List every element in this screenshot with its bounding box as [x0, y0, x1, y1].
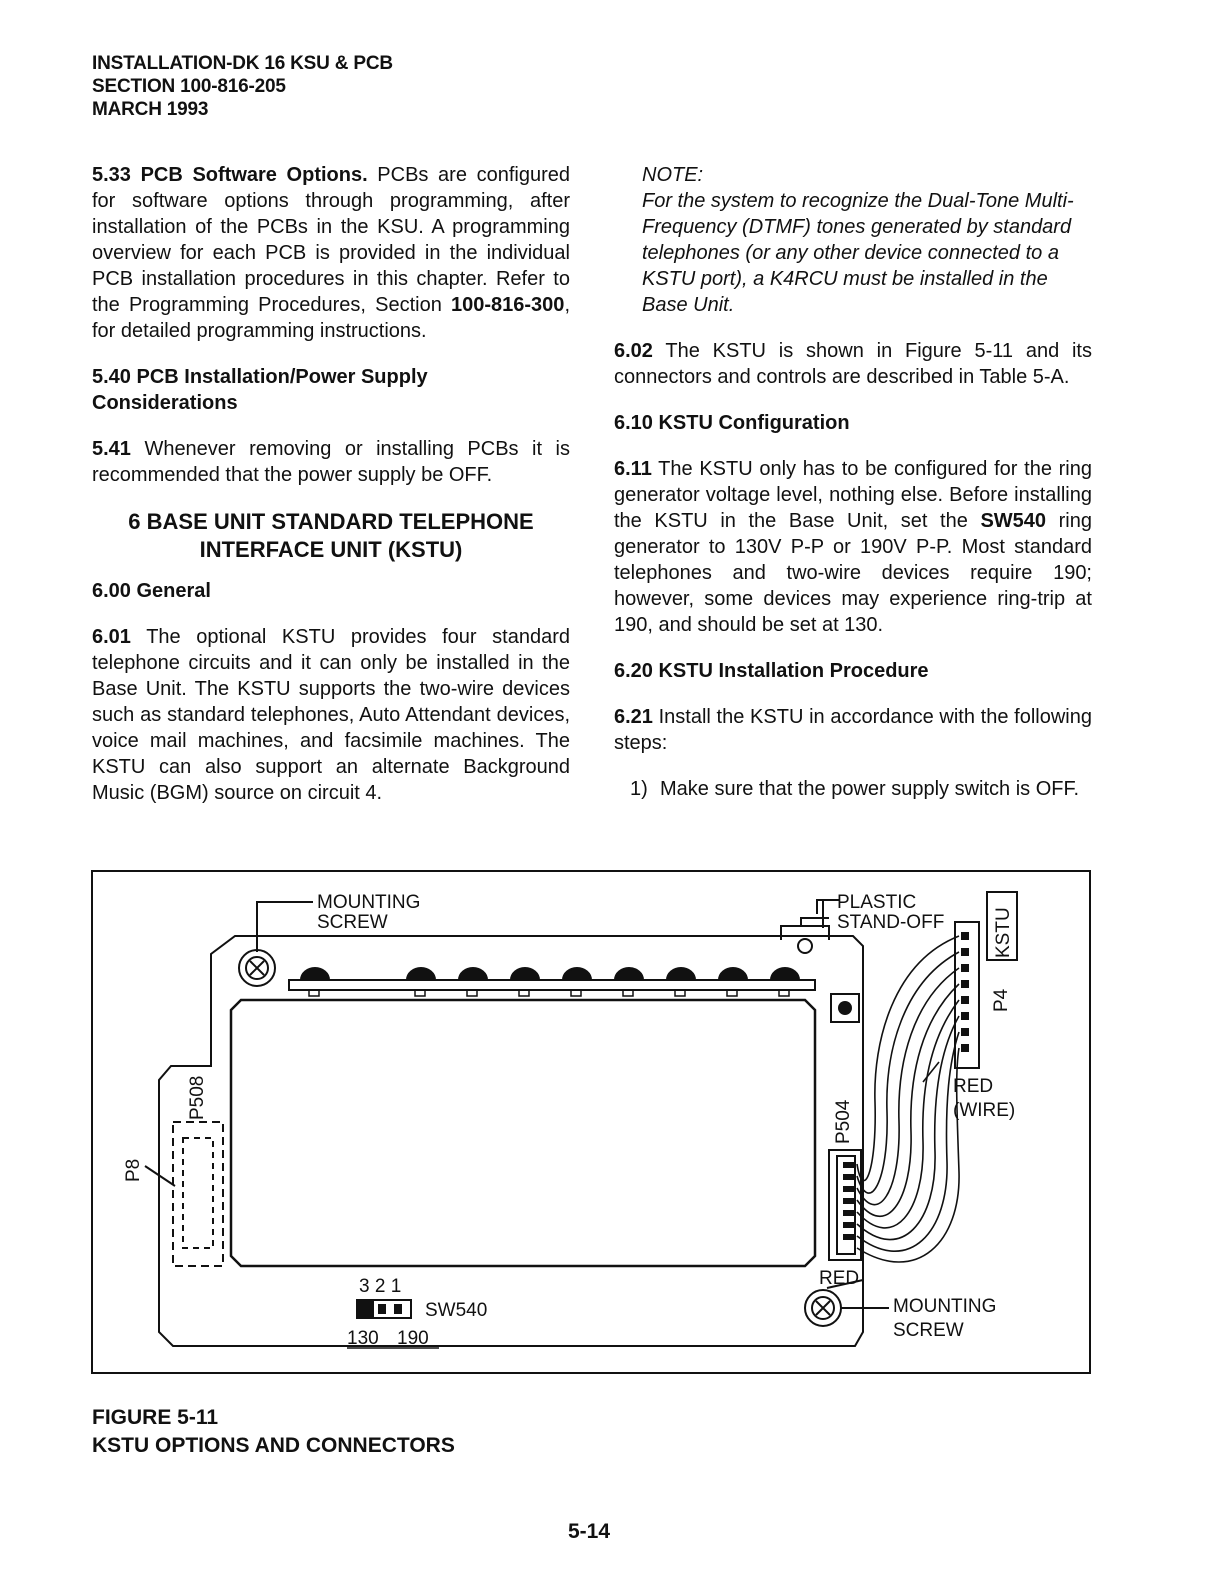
label-mounting-screw-top-1: MOUNTING: [317, 892, 421, 913]
label-plastic-standoff-1: PLASTIC: [837, 892, 917, 913]
label-red-wire-2: (WIRE): [953, 1100, 1016, 1121]
section-6-title: [92, 508, 570, 564]
label-mounting-screw-bottom-2: SCREW: [893, 1320, 964, 1341]
heading-5-40: 5.40 PCB Installation/Power Supply Considerations: [92, 366, 428, 414]
switch-reference: SW540: [980, 510, 1047, 532]
p504-pins: [843, 1162, 855, 1240]
step-1: [630, 776, 1092, 802]
section-title-line: 6 BASE UNIT STANDARD TELEPHONE: [128, 509, 534, 534]
step-number: 1): [630, 778, 648, 800]
para-number: 5.41: [92, 438, 131, 460]
p4-pins: [961, 932, 969, 1052]
label-sw540: SW540: [425, 1300, 488, 1321]
para-title: PCB Software Options.: [140, 164, 368, 186]
para-text: Whenever removing or installing PCBs it is recommended that the power supply be OFF.: [92, 438, 570, 486]
board-outline: [159, 936, 863, 1346]
label-red-wire-1: RED: [953, 1076, 994, 1097]
cable-wires: [857, 936, 959, 1262]
document-header: [92, 52, 393, 121]
heading-6-20: 6.20 KSTU Installation Procedure: [614, 660, 929, 682]
heading-6-00: 6.00 General: [92, 580, 211, 602]
paragraph-6-21: [614, 704, 1092, 756]
note-label: NOTE:: [642, 164, 704, 186]
sw540-switch: [357, 1300, 411, 1318]
para-text: PCBs are configured for software options through programming, after installation of the PCBs in the KSU. A programming overview for each PCB is provided in the individual PCB installation procedures in this chapter. Refer to the Programming Procedures, Section: [92, 164, 570, 316]
label-p508: P508: [187, 1075, 208, 1120]
led: [771, 968, 799, 980]
led: [615, 968, 643, 980]
label-kstu: KSTU: [993, 907, 1014, 958]
figure-caption: [92, 1404, 455, 1460]
para-text: The optional KSTU provides four standard telephone circuits and it can only be installed in the Base Unit. The KSTU supports the two-wire devices such as standard telephones, Auto Attendant devices, voice mail machines, and facsimile machines. The KSTU can also support an alternate Background Music (BGM) source on circuit 4.: [92, 626, 570, 804]
page-number: 5-14: [568, 1520, 611, 1543]
led: [301, 968, 329, 980]
label-red-bottom: RED: [819, 1268, 860, 1289]
right-column: [614, 162, 1092, 802]
paragraph-5-33: [92, 162, 570, 344]
label-190: 190: [397, 1328, 429, 1349]
para-number: 5.33: [92, 164, 131, 186]
para-text: The KSTU is shown in Figure 5-11 and its connectors and controls are described in Table 5-A.: [614, 340, 1092, 388]
label-p4: P4: [991, 988, 1012, 1012]
caption-title: KSTU OPTIONS AND CONNECTORS: [92, 1434, 455, 1457]
para-number: 6.11: [614, 458, 652, 480]
led: [407, 968, 435, 980]
para-text: ring generator to 130V P-P or 190V P-P. Most standard telephones and two-wire devices require 190; however, some devices may experience ring-trip at 190, and should be set at 130.: [614, 510, 1092, 636]
label-mounting-screw-bottom-1: MOUNTING: [893, 1296, 997, 1317]
led: [667, 968, 695, 980]
paragraph-6-11: [614, 456, 1092, 638]
led: [563, 968, 591, 980]
left-column: [92, 162, 570, 826]
led: [719, 968, 747, 980]
board-window: [231, 1000, 815, 1266]
mounting-screw-top: [239, 902, 313, 986]
led: [459, 968, 487, 980]
label-mounting-screw-top-2: SCREW: [317, 912, 388, 933]
led: [511, 968, 539, 980]
paragraph-6-01: [92, 624, 570, 806]
label-switch-positions: 3 2 1: [359, 1276, 402, 1297]
para-text: Install the KSTU in accordance with the following steps:: [614, 706, 1092, 754]
step-text: Make sure that the power supply switch is OFF.: [660, 778, 1080, 800]
p8-connector-inner: [183, 1138, 213, 1248]
caption-number: FIGURE 5-11: [92, 1406, 219, 1429]
para-number: 6.01: [92, 626, 131, 648]
note-text: For the system to recognize the Dual-Tone Multi-Frequency (DTMF) tones generated by standard telephones (or any other device connected to a KSTU port), a K4RCU must be installed in the Base Unit.: [642, 190, 1074, 316]
paragraph-5-41: [92, 436, 570, 488]
heading-6-10: 6.10 KSTU Configuration: [614, 412, 850, 434]
plastic-standoff: [781, 900, 839, 953]
kstu-board-diagram: [93, 872, 1093, 1376]
label-p504: P504: [833, 1099, 854, 1144]
paragraph-6-02: [614, 338, 1092, 390]
hole-dot: [838, 1001, 852, 1015]
para-text: The KSTU only has to be configured for the ring generator voltage level, nothing else. Before installing the KSTU in the Base Unit, set the: [614, 458, 1092, 532]
led-rail: [289, 980, 815, 990]
para-text: , for detailed programming instructions.: [92, 294, 570, 342]
para-number: 6.02: [614, 340, 653, 362]
label-130: 130: [347, 1328, 379, 1349]
header-title: INSTALLATION-DK 16 KSU & PCB: [92, 53, 393, 74]
para-number: 6.21: [614, 706, 653, 728]
p8-connector: [173, 1122, 223, 1266]
section-title-line: INTERFACE UNIT (KSTU): [199, 537, 463, 562]
figure-5-11: [91, 870, 1091, 1374]
label-plastic-standoff-2: STAND-OFF: [837, 912, 945, 933]
note-block: [642, 162, 1092, 318]
label-p8: P8: [123, 1158, 144, 1182]
header-date: MARCH 1993: [92, 99, 209, 120]
led-row: [301, 968, 799, 980]
section-reference: 100-816-300: [451, 294, 565, 316]
header-section: SECTION 100-816-205: [92, 76, 286, 97]
